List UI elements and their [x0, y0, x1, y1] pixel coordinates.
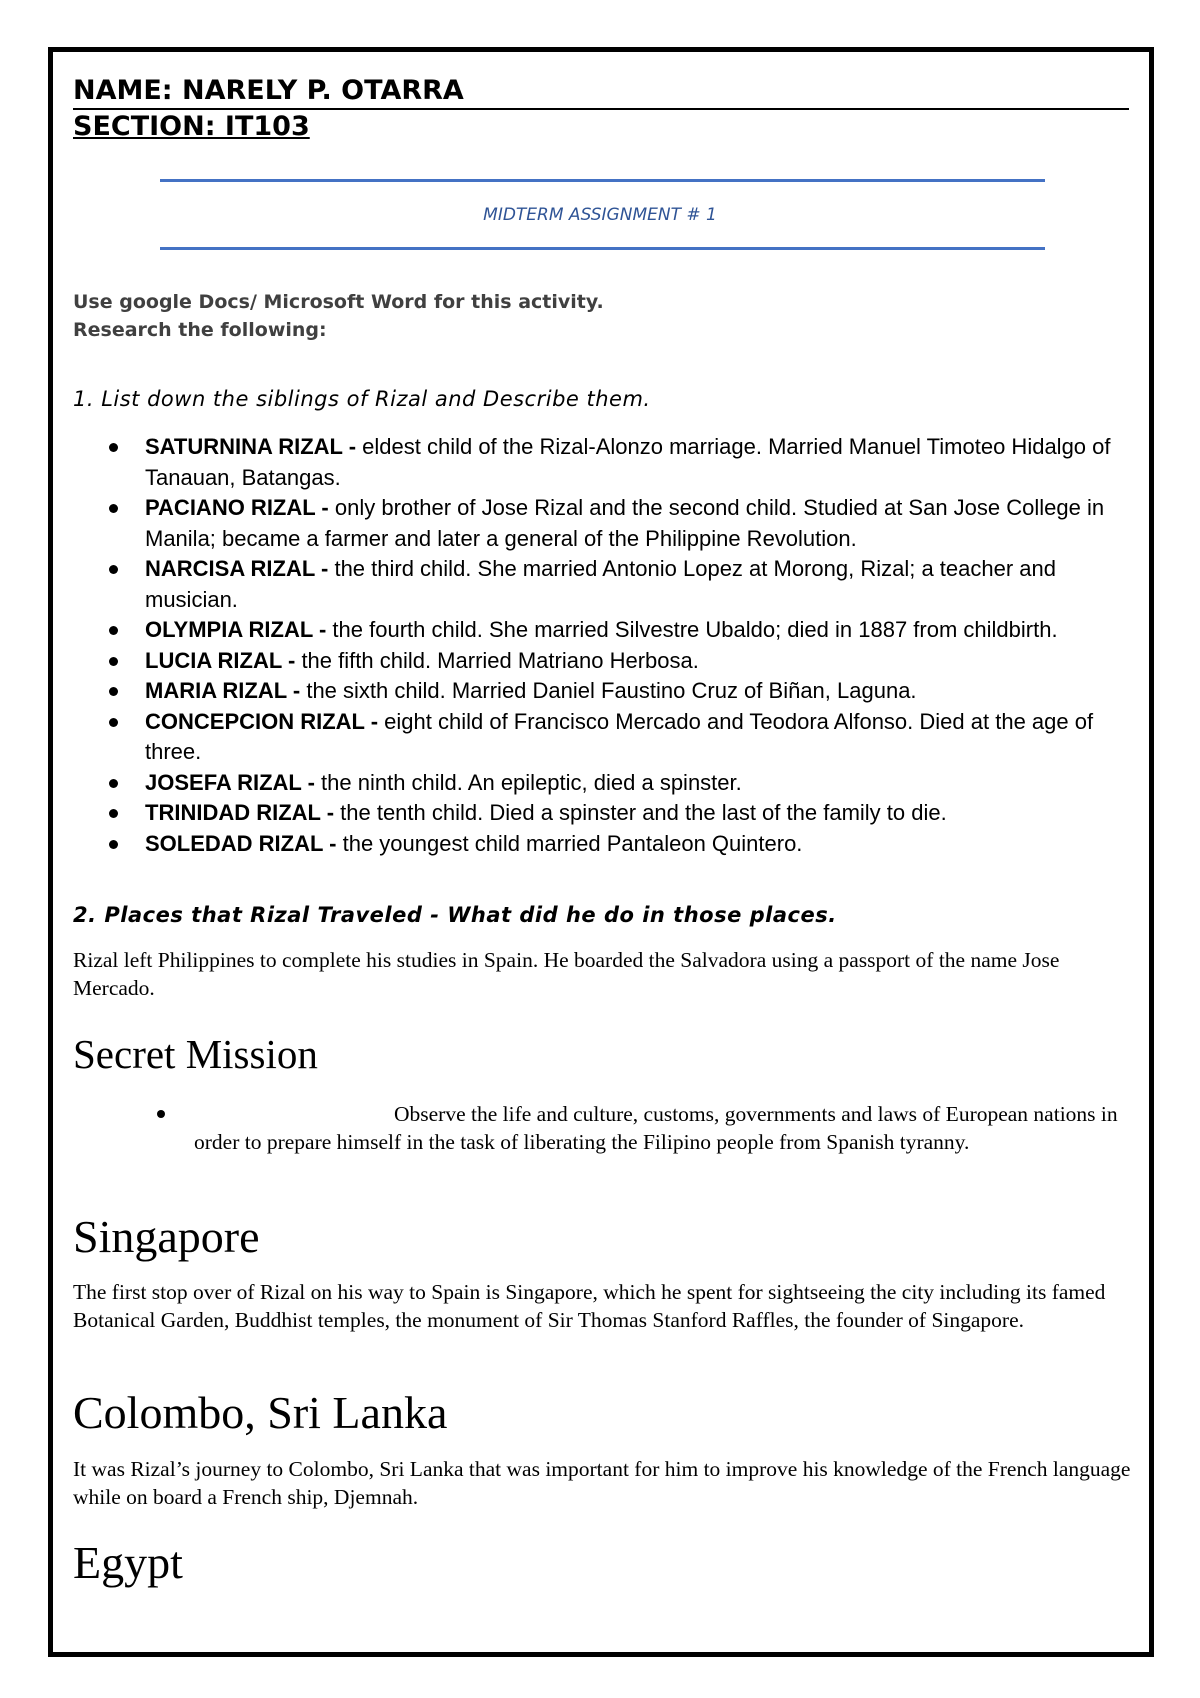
question-2: 2. Places that Rizal Traveled - What did he do in those places.	[73, 903, 837, 927]
singapore-paragraph: The first stop over of Rizal on his way to Spain is Singapore, which he spent for sightseeing the city including its famed Botanical Garden, Buddhist temples, the monument of Sir Thomas Stanford Raffles, the founder of Singapore.	[73, 1280, 1106, 1332]
bullet-icon	[109, 779, 118, 788]
list-item	[73, 615, 1129, 646]
heading-colombo: Colombo, Sri Lanka	[73, 1387, 448, 1438]
sibling-name: CONCEPCION RIZAL -	[145, 708, 385, 734]
list-item	[73, 493, 1129, 554]
sibling-description: the ninth child. An epileptic, died a spinster.	[321, 769, 742, 795]
title-rule-top	[160, 179, 1045, 182]
bullet-icon	[109, 504, 118, 513]
sibling-name: SATURNINA RIZAL -	[145, 434, 363, 459]
sibling-name: JOSEFA RIZAL -	[145, 769, 322, 795]
question-1: 1. List down the siblings of Rizal and Describe them.	[73, 387, 651, 411]
heading-secret-mission: Secret Mission	[73, 1031, 318, 1077]
sibling-name: OLYMPIA RIZAL -	[145, 617, 333, 642]
secret-mission-text: Observe the life and culture, customs, governments and laws of European nations in order to prepare himself in the task of liberating the Filipino people from Spanish tyranny.	[194, 1102, 1118, 1154]
heading-singapore: Singapore	[73, 1211, 260, 1262]
list-item	[73, 798, 1129, 829]
bullet-icon	[109, 657, 118, 666]
instruction-line-1: Use google Docs/ Microsoft Word for this activity.	[73, 291, 604, 313]
sibling-description: eldest child of the Rizal-Alonzo marriage. Married Manuel Timoteo Hidalgo of Tanauan, Batangas.	[145, 434, 1111, 490]
title-rule-bottom	[160, 247, 1045, 250]
sibling-description: only brother of Jose Rizal and the second child. Studied at San Jose College in Manila; became a farmer and later a general of the Philippine Revolution.	[145, 495, 1105, 551]
bullet-icon	[109, 565, 118, 574]
bullet-icon	[109, 626, 118, 635]
list-item	[73, 432, 1129, 493]
list-item	[73, 554, 1129, 615]
sibling-name: TRINIDAD RIZAL -	[145, 800, 341, 825]
sibling-name: MARIA RIZAL -	[145, 678, 307, 703]
bullet-icon	[109, 687, 118, 696]
heading-egypt: Egypt	[73, 1537, 183, 1588]
student-name: NAME: NARELY P. OTARRA	[73, 72, 1129, 110]
siblings-list	[73, 432, 1129, 859]
instruction-line-2: Research the following:	[73, 319, 327, 341]
sibling-description: the third child. She married Antonio Lopez at Morong, Rizal; a teacher and musician.	[145, 556, 1056, 612]
bullet-icon	[109, 718, 118, 727]
student-section: SECTION: IT103	[73, 111, 310, 142]
bullet-icon	[109, 443, 118, 452]
header-block	[73, 72, 1129, 144]
list-item	[73, 707, 1129, 768]
list-item	[73, 1100, 1129, 1156]
sibling-description: the fifth child. Married Matriano Herbosa.	[301, 647, 699, 673]
sibling-name: PACIANO RIZAL -	[145, 495, 335, 520]
colombo-paragraph: It was Rizal’s journey to Colombo, Sri Lanka that was important for him to improve his knowledge of the French language while on board a French ship, Djemnah.	[73, 1457, 1131, 1509]
sibling-description: the sixth child. Married Daniel Faustino Cruz of Biñan, Laguna.	[306, 678, 917, 703]
sibling-description: the youngest child married Pantaleon Quintero.	[342, 830, 803, 856]
sibling-name: LUCIA RIZAL -	[145, 647, 302, 673]
list-item	[73, 829, 1129, 860]
assignment-title: MIDTERM ASSIGNMENT # 1	[483, 205, 717, 225]
sibling-name: SOLEDAD RIZAL -	[145, 830, 343, 856]
sibling-description: the tenth child. Died a spinster and the last of the family to die.	[340, 800, 947, 825]
bullet-icon	[109, 840, 118, 849]
list-item	[73, 768, 1129, 799]
list-item	[73, 646, 1129, 677]
bullet-icon	[157, 1110, 165, 1118]
list-item	[73, 676, 1129, 707]
intro-paragraph: Rizal left Philippines to complete his studies in Spain. He boarded the Salvadora using a passport of the name Jose Mercado.	[73, 948, 1060, 1000]
sibling-description: the fourth child. She married Silvestre Ubaldo; died in 1887 from childbirth.	[332, 617, 1058, 642]
sibling-description: eight child of Francisco Mercado and Teodora Alfonso. Died at the age of three.	[145, 708, 1094, 764]
bullet-icon	[109, 809, 118, 818]
sibling-name: NARCISA RIZAL -	[145, 556, 335, 581]
